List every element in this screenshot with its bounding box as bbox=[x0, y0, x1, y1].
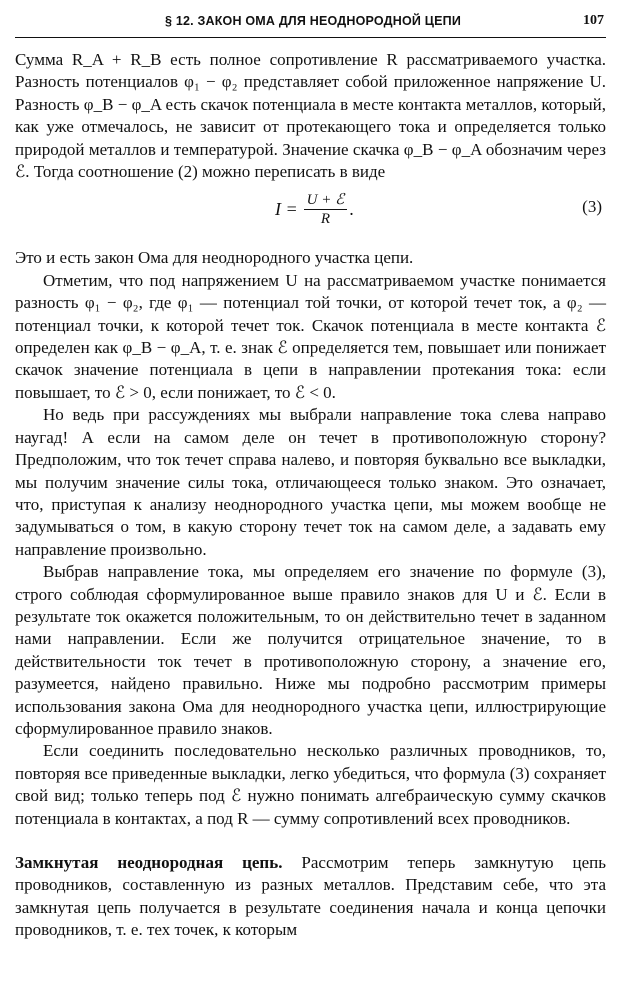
section-gap bbox=[15, 830, 606, 852]
formula-period: . bbox=[349, 199, 354, 220]
ohm-law-fraction bbox=[275, 191, 354, 228]
paragraph-2: Это и есть закон Ома для неоднородного участка цепи. bbox=[15, 248, 414, 268]
formula-lhs: I = bbox=[275, 199, 298, 220]
equation-number: (3) bbox=[582, 197, 602, 217]
fraction bbox=[304, 191, 348, 228]
paragraph-1: Сумма R_A + R_B есть полное сопротивление R рассматриваемого участка. Разность потенциалов φ₁ − φ₂ представляет собой приложенное напряжение U. Разность φ_B − φ_A есть скачок потенциала в месте контакта металлов, который, как уже отмечалось, не зависит от протекающего тока и определяется только природой металлов и температурой. Значение скачка φ_B − φ_A обозначим через ℰ. Тогда соотношение (2) можно переписать в виде bbox=[15, 50, 606, 182]
formula-denominator: R bbox=[320, 211, 330, 228]
paragraph-7-text: Рассмотрим теперь замкнутую цепь проводников, составленную из разных металлов. Представим себе, что эта замкнутая цепь получается в результате соединения начала и конца цепочки проводников, т. е. тех точек, к которым bbox=[15, 853, 607, 940]
paragraph-4: Но ведь при рассуждениях мы выбрали направление тока слева направо наугад! А если на самом деле он течет в противоположную сторону? Предположим, что ток течет справа налево, и повторяя буквально все выкладки, мы получим значение силы тока, отличающееся только знаком. Это означает, что, приступая к анализу неоднородного участка цепи, мы можем вообще не задумываться о том, в какую сторону течет ток на самом деле, а задавать ему направление произвольно. bbox=[15, 405, 606, 559]
formula-numerator: U + ℰ bbox=[304, 191, 348, 210]
running-head bbox=[15, 12, 606, 34]
subsection-heading: Замкнутая неоднородная цепь. bbox=[15, 853, 283, 872]
paragraph-7 bbox=[15, 852, 606, 942]
page-number: 107 bbox=[583, 13, 604, 28]
formula-3 bbox=[15, 187, 606, 241]
paragraph-3: Отметим, что под напряжением U на рассматриваемом участке понимается разность φ₁ − φ₂, где φ₁ — потенциал той точки, от которой течет ток, а φ₂ — потенциал точки, к которой течет ток. Скачок потенциала в месте контакта ℰ определен как φ_B − φ_A, т. е. знак ℰ определяется тем, повышает или понижает скачок значение потенциала в цепи в направлении протекания тока: если повышает, то ℰ > 0, если понижает, то ℰ < 0. bbox=[15, 270, 606, 402]
section-title: § 12. ЗАКОН ОМА ДЛЯ НЕОДНОРОДНОЙ ЦЕПИ bbox=[165, 14, 462, 28]
paragraph-6: Если соединить последовательно несколько различных проводников, то, повторяя все приведенные выкладки, легко убедиться, что формула (3) сохраняет свой вид; только теперь под ℰ нужно понимать алгебраическую сумму скачков потенциала в контактах, а под R — сумму сопротивлений всех проводников. bbox=[15, 741, 606, 828]
header-rule bbox=[15, 37, 606, 38]
paragraph-5: Выбрав направление тока, мы определяем его значение по формуле (3), строго соблюдая сформулированное выше правило знаков для U и ℰ. Если в результате ток окажется положительным, то он действительно течет в заданном нами направлении. Если же получится отрицательное значение, то в действительности ток течет в противоположную сторону, а значение его, разумеется, найдено правильно. Ниже мы подробно рассмотрим примеры использования закона Ома для неоднородного участка цепи, иллюстрирующие сформулированное правило знаков. bbox=[15, 562, 606, 738]
